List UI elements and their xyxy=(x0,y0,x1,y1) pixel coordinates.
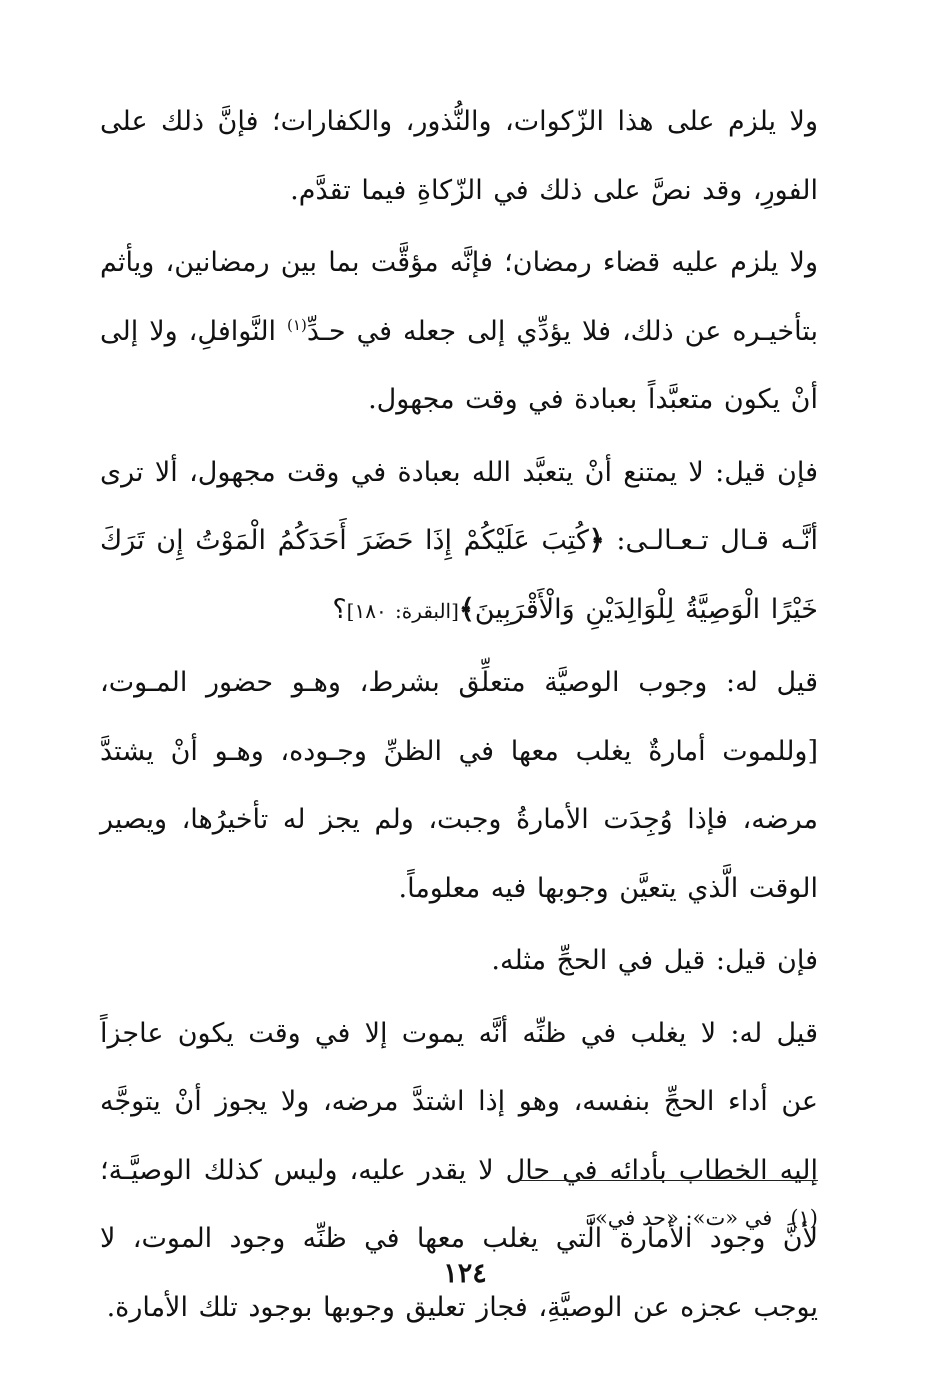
paragraph-6-text: قيل له: لا يغلب في ظنِّه أنَّه يموت إلا في وقت يكون عاجزاً عن أداء الحجِّ بنفسه، وهو إذا اشتدَّ مرضه، ولا يجوز أنْ يتوجَّه إليه الخطاب بأدائه في حال لا يقدر عليه، وليس كذلك الوصيَّـة؛ لأنَّ وجود الأمارة الَّتي يغلب معها في ظنِّه وجود الموت، لا يوجب عجزه عن الوصيَّةِ، فجاز تعليق وجوبها بوجود تلك الأمارة. xyxy=(100,1017,818,1323)
quran-brace-open: ﴿ xyxy=(588,525,605,556)
paragraph-3-text-end: ؟ xyxy=(332,593,347,625)
paragraph-6 xyxy=(100,1000,818,1343)
footnote-separator xyxy=(518,1180,818,1181)
paragraph-3-text-start: فإن قيل: لا يمتنع أنْ يتعبَّد الله بعبادة في وقت مجهول، ألا ترى أنَّـه قـال تـعـالـى: xyxy=(100,456,818,556)
footnote-number: (١) xyxy=(790,1206,818,1230)
paragraph-2-text-end: النَّوافلِ، ولا إلى أنْ يكون متعبَّداً بعبادة في وقت مجهول. xyxy=(100,315,818,415)
paragraph-1-text: ولا يلزم على هذا الزّكوات، والنُّذور، والكفارات؛ فإنَّ ذلك على الفورِ، وقد نصَّ على ذلك في الزّكاةِ فيما تقدَّم. xyxy=(100,106,818,206)
page-body xyxy=(100,88,818,1342)
footnote-reference[interactable]: (١) xyxy=(287,315,307,334)
paragraph-3 xyxy=(100,439,818,646)
verse-citation: [البقرة: ١٨٠] xyxy=(346,598,459,623)
footnote xyxy=(118,1198,818,1238)
paragraph-4-text: قيل له: وجوب الوصيَّة متعلِّق بشرط، وهـو حضور المـوت، [وللموت أمارةٌ يغلب معها في الظنِّ وجـوده، وهـو أنْ يشتدَّ مرضه، فإذا وُجِدَت الأمارةُ وجبت، ولم يجز له تأخيرُها، ويصير الوقت الَّذي يتعيَّن وجوبها فيه معلوماً. xyxy=(100,667,818,904)
quran-brace-close: ﴾ xyxy=(458,593,475,625)
paragraph-4 xyxy=(100,649,818,923)
paragraph-1 xyxy=(100,88,818,225)
paragraph-5 xyxy=(100,927,818,996)
quran-verse: كُتِبَ عَلَيْكُمْ إِذَا حَضَرَ أَحَدَكُمُ الْمَوْتُ إِن تَرَكَ خَيْرًا الْوَصِيَّةُ لِلْوَالِدَيْنِ وَالْأَقْرَبِينَ xyxy=(100,525,818,625)
paragraph-5-text: فإن قيل: قيل في الحجِّ مثله. xyxy=(491,945,818,976)
paragraph-2 xyxy=(100,229,818,435)
footnote-text: في «ت»: «حد في». xyxy=(588,1206,773,1230)
paragraph-2-text-start: ولا يلزم عليه قضاء رمضان؛ فإنَّه مؤقَّت بما بين رمضانين، ويأثم بتأخيـره عن ذلك، فلا يؤدِّي إلى جعله في حـدِّ xyxy=(100,247,819,347)
page-number: ١٢٤ xyxy=(443,1258,487,1289)
